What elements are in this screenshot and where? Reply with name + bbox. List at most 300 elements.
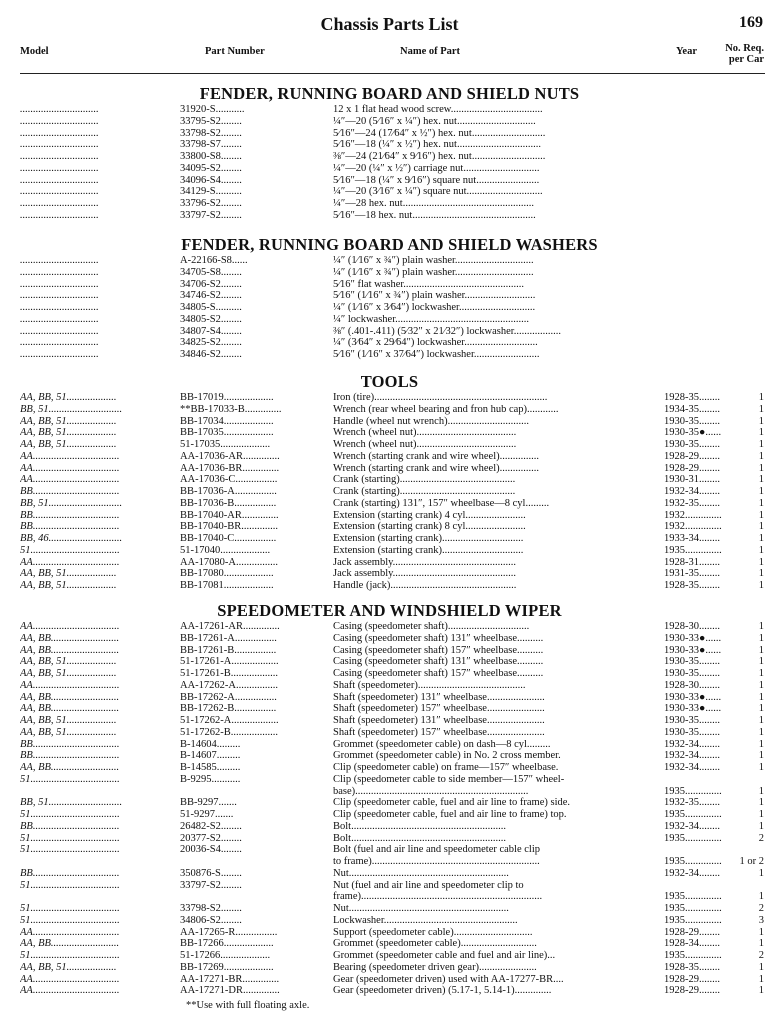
table-row <box>0 645 779 657</box>
cell-part: 33798-S2........ <box>180 127 242 139</box>
cell-qty: 1 <box>758 474 764 486</box>
table-row <box>0 797 779 809</box>
table-row <box>0 451 779 463</box>
cell-part: BB-17040-AR.............. <box>180 509 279 521</box>
cell-model: AA................................. <box>20 462 120 474</box>
cell-year: 1928-30........ <box>664 621 720 632</box>
cell-part: 20036-S4........ <box>180 844 242 856</box>
cell-year: 1930-35........ <box>664 726 720 738</box>
cell-qty: 1 <box>758 568 764 580</box>
table-row <box>0 903 779 915</box>
cell-part: AA-17036-C................ <box>180 474 278 486</box>
cell-name: ¼″—20 (5⁄16″ x ¼″) hex. nut.............................. <box>333 115 536 127</box>
cell-name: Handle (wheel nut wrench)............................... <box>333 415 529 427</box>
table-row <box>0 349 779 361</box>
table-row <box>0 844 779 856</box>
cell-name: Crank (starting) 131″, 157″ wheelbase—8 cyl......... <box>333 497 550 509</box>
table-row <box>0 809 779 821</box>
cell-qty: 1 <box>758 973 764 985</box>
table-row <box>0 580 779 592</box>
cell-model: AA, BB, 51................... <box>20 427 117 439</box>
cell-model: AA, BB, 51................... <box>20 715 117 726</box>
cell-qty: 1 <box>758 961 764 973</box>
cell-part: BB-17261-A................ <box>180 632 277 644</box>
cell-model: .............................. <box>20 127 99 139</box>
table-row <box>0 139 779 151</box>
table-row <box>0 404 779 416</box>
cell-model: AA, BB.......................... <box>20 762 120 773</box>
cell-name: Casing (speedometer shaft) 131″ wheelbase.......... <box>333 656 544 668</box>
cell-year: 1932.............. <box>664 509 722 521</box>
cell-year: 1930-35........ <box>664 439 720 450</box>
cell-name: Gear (speedometer driven) (5.17-1, 5.14-1).............. <box>333 985 552 997</box>
cell-model: 51.................................. <box>20 773 120 785</box>
cell-qty: 1 <box>758 621 764 632</box>
cell-name: Wrench (starting crank and wire wheel)............... <box>333 462 540 474</box>
cell-year: 1935.............. <box>664 950 722 961</box>
cell-part: 34096-S4........ <box>180 174 242 186</box>
cell-year: 1930-33●...... <box>664 644 722 656</box>
cell-qty: 1 <box>758 867 764 879</box>
cell-model: AA................................. <box>20 985 120 997</box>
cell-name: Shaft (speedometer) 131″ wheelbase...................... <box>333 715 545 726</box>
cell-name: Bearing (speedometer driven gear)...................... <box>333 961 537 973</box>
table-row <box>0 545 779 557</box>
table-row <box>0 927 779 939</box>
cell-model: .............................. <box>20 349 99 360</box>
cell-part: 34129-S.......... <box>180 186 242 198</box>
cell-qty: 1 <box>758 521 764 533</box>
cell-name: Grommet (speedometer cable and fuel and air line)... <box>333 950 556 961</box>
cell-model: 51.................................. <box>20 903 120 914</box>
table-row <box>0 210 779 222</box>
cell-year: 1928-29........ <box>664 926 720 938</box>
cell-name: Jack assembly............................................... <box>333 568 517 580</box>
table-row <box>0 128 779 140</box>
cell-name: Grommet (speedometer cable)............................. <box>333 938 537 950</box>
table-row <box>0 962 779 974</box>
cell-qty: 1 <box>758 738 764 750</box>
table-row <box>0 486 779 498</box>
cell-model: AA................................. <box>20 621 120 632</box>
table-row <box>0 915 779 927</box>
cell-qty: 1 <box>758 703 764 715</box>
cell-qty: 1 <box>758 726 764 738</box>
cell-name: Extension (starting crank)............................... <box>333 533 524 544</box>
cell-model: BB, 51............................ <box>20 797 123 809</box>
cell-part: 33797-S2........ <box>180 879 242 891</box>
cell-name: Iron (tire).................................................................. <box>333 392 548 403</box>
cell-qty: 1 <box>758 509 764 521</box>
cell-model: BB................................. <box>20 820 120 832</box>
cell-model: .............................. <box>20 325 99 337</box>
cell-year: 1930-35........ <box>664 656 720 668</box>
table-row <box>0 427 779 439</box>
column-header-model: Model <box>20 46 49 57</box>
cell-part: AA-17036-BR.............. <box>180 462 280 474</box>
cell-year: 1931-35........ <box>664 568 720 580</box>
section-title: SPEEDOMETER AND WINDSHIELD WIPER <box>217 601 562 620</box>
cell-model: AA, BB, 51................... <box>20 568 117 580</box>
cell-part: BB-17261-B................ <box>180 644 277 656</box>
cell-qty: 1 <box>758 403 764 415</box>
column-header-part-number: Part Number <box>205 46 265 57</box>
footnote: **Use with full floating axle. <box>186 1000 310 1011</box>
cell-name: to frame)................................................................ <box>333 856 540 867</box>
cell-year: 1928-35........ <box>664 961 720 973</box>
cell-part: AA-17271-BR.............. <box>180 973 280 985</box>
cell-part: 33795-S2........ <box>180 115 242 127</box>
cell-part: 34706-S2........ <box>180 278 242 290</box>
cell-name: 5⁄16″—18 (¼″ x 9⁄16″) square nut........................ <box>333 174 540 186</box>
cell-qty: 1 <box>758 750 764 762</box>
cell-year: 1930-35........ <box>664 668 720 679</box>
cell-year: 1928-35........ <box>664 580 720 591</box>
cell-model: 51.................................. <box>20 809 120 820</box>
cell-model: AA................................. <box>20 926 120 938</box>
cell-part: BB-17035................... <box>180 427 274 439</box>
section-title: TOOLS <box>360 372 419 391</box>
cell-name: ¼″ (1⁄16″ x ¾″) plain washer.............................. <box>333 255 534 266</box>
cell-qty: 1 <box>758 439 764 450</box>
cell-name: Clip (speedometer cable, fuel and air line to frame) top. <box>333 809 567 820</box>
cell-model: .............................. <box>20 278 99 290</box>
cell-name: Casing (speedometer shaft) 157″ wheelbase.......... <box>333 668 544 679</box>
cell-name: Nut............................................................. <box>333 903 509 914</box>
cell-part: AA-17261-AR.............. <box>180 621 280 632</box>
cell-name: ¼″—28 hex. nut.................................................. <box>333 198 534 209</box>
cell-part: BB-17036-A................ <box>180 486 277 497</box>
cell-part: 20377-S2........ <box>180 832 242 844</box>
cell-part: 350876-S........ <box>180 867 242 879</box>
cell-name: ¼″ (1⁄16″ x ¾″) plain washer.............................. <box>333 266 534 278</box>
cell-name: ¼″—20 (¼″ x ½″) carriage nut............................. <box>333 162 540 174</box>
cell-model: .............................. <box>20 266 99 278</box>
cell-qty: 1 <box>758 891 764 903</box>
cell-name: 5⁄16″ flat washer.............................................. <box>333 278 525 290</box>
table-row <box>0 656 779 668</box>
cell-year: 1932-34........ <box>664 750 720 762</box>
cell-qty: 1 <box>758 679 764 691</box>
cell-name: Casing (speedometer shaft) 157″ wheelbase.......... <box>333 644 544 656</box>
cell-name: Wrench (wheel nut)...................................... <box>333 439 517 450</box>
cell-year: 1930-33●...... <box>664 691 722 703</box>
cell-name: Support (speedometer cable).............................. <box>333 926 533 938</box>
cell-year: 1932-34........ <box>664 486 720 497</box>
cell-qty: 1 <box>758 691 764 703</box>
cell-part: 33797-S2........ <box>180 209 242 221</box>
cell-qty: 1 <box>758 656 764 668</box>
table-row <box>0 985 779 997</box>
cell-qty: 1 <box>758 415 764 427</box>
cell-name: Casing (speedometer shaft)............................... <box>333 621 530 632</box>
cell-part: 51-17040................... <box>180 544 271 556</box>
cell-name: 12 x 1 flat head wood screw................................... <box>333 104 543 115</box>
cell-model: AA, BB, 51................... <box>20 392 117 403</box>
table-row <box>0 186 779 198</box>
table-row <box>0 279 779 291</box>
cell-model: .............................. <box>20 139 99 151</box>
cell-model: .............................. <box>20 115 99 127</box>
cell-part: 33798-S7........ <box>180 139 242 151</box>
cell-model: .............................. <box>20 255 99 266</box>
cell-part: 34095-S2........ <box>180 162 242 174</box>
cell-model: 51.................................. <box>20 950 120 961</box>
cell-name: Shaft (speedometer)......................................... <box>333 679 526 691</box>
cell-name: Bolt........................................................... <box>333 832 506 844</box>
cell-part: 51-17035................... <box>180 439 271 450</box>
cell-model: .............................. <box>20 302 99 313</box>
cell-year: 1930-33●...... <box>664 703 722 715</box>
cell-name: Handle (jack)................................................ <box>333 580 517 591</box>
cell-part: BB-17080................... <box>180 568 274 580</box>
section-title: FENDER, RUNNING BOARD AND SHIELD NUTS <box>199 84 580 103</box>
cell-qty: 1 <box>758 809 764 820</box>
table-row <box>0 116 779 128</box>
cell-year: 1932-34........ <box>664 867 720 879</box>
cell-name: Extension (starting crank) 4 cyl....................... <box>333 509 526 521</box>
cell-year: 1928-35........ <box>664 392 720 403</box>
table-row <box>0 337 779 349</box>
cell-model: BB................................. <box>20 486 120 497</box>
cell-model: BB................................. <box>20 867 120 879</box>
cell-part: 51-17266................... <box>180 950 271 961</box>
cell-name: Casing (speedometer shaft) 131″ wheelbase.......... <box>333 632 544 644</box>
cell-qty: 1 <box>758 938 764 950</box>
table-row <box>0 786 779 798</box>
cell-name: Lockwasher................................................... <box>333 914 518 926</box>
cell-part: **BB-17033-B.............. <box>180 403 282 415</box>
cell-model: AA, BB, 51................... <box>20 726 117 738</box>
cell-qty: 2 <box>758 903 764 914</box>
cell-year: 1935.............. <box>664 785 722 797</box>
cell-name: Wrench (wheel nut)...................................... <box>333 427 517 439</box>
cell-model: .............................. <box>20 209 99 221</box>
cell-qty: 1 <box>758 820 764 832</box>
table-row <box>0 727 779 739</box>
cell-part: 51-17261-A.................. <box>180 656 279 668</box>
cell-name: 5⁄16″—18 hex. nut............................................... <box>333 209 536 221</box>
cell-part: BB-17266................... <box>180 938 274 950</box>
cell-model: AA, BB, 51................... <box>20 580 117 591</box>
cell-part: 34705-S8........ <box>180 266 242 278</box>
cell-year: 1930-33●...... <box>664 632 722 644</box>
table-row <box>0 692 779 704</box>
table-row <box>0 821 779 833</box>
table-row <box>0 314 779 326</box>
header-rule <box>20 73 765 74</box>
cell-part: 34846-S2........ <box>180 349 242 360</box>
column-header-qty <box>720 43 764 65</box>
cell-year: 1933-34........ <box>664 533 720 544</box>
cell-qty: 1 <box>758 544 764 556</box>
cell-model: AA, BB, 51................... <box>20 439 117 450</box>
table-row <box>0 938 779 950</box>
cell-year: 1935.............. <box>664 856 722 867</box>
cell-part: AA-17271-DR.............. <box>180 985 280 997</box>
cell-qty: 1 <box>758 715 764 726</box>
cell-model: AA................................. <box>20 679 120 691</box>
table-row <box>0 974 779 986</box>
cell-part: AA-17080-A................ <box>180 556 278 568</box>
cell-model: .............................. <box>20 174 99 186</box>
table-row <box>0 198 779 210</box>
cell-name: Extension (starting crank)............................... <box>333 544 524 556</box>
cell-model: AA, BB.......................... <box>20 938 120 950</box>
cell-name: ⅜″ (.401-.411) (5⁄32″ x 21⁄32″) lockwasher.................. <box>333 325 561 337</box>
cell-name: Wrench (starting crank and wire wheel)............... <box>333 450 540 462</box>
cell-name: Crank (starting)............................................ <box>333 486 516 497</box>
cell-part: AA-17036-AR.............. <box>180 450 280 462</box>
table-row <box>0 151 779 163</box>
table-row <box>0 439 779 451</box>
cell-qty: 3 <box>758 914 764 926</box>
cell-qty: 1 <box>758 762 764 773</box>
cell-name: Gear (speedometer driven) used with AA-17277-BR.... <box>333 973 564 985</box>
cell-model: BB, 46............................ <box>20 533 123 544</box>
table-row <box>0 715 779 727</box>
cell-name: frame)..................................................................... <box>333 891 543 903</box>
cell-name: Jack assembly............................................... <box>333 556 517 568</box>
table-row <box>0 290 779 302</box>
cell-part: 31920-S........... <box>180 104 245 115</box>
cell-model: AA, BB.......................... <box>20 632 120 644</box>
table-row <box>0 498 779 510</box>
cell-part: 33800-S8........ <box>180 151 242 162</box>
cell-year: 1928-34........ <box>664 938 720 950</box>
cell-model: .............................. <box>20 162 99 174</box>
cell-name: ⅜″—24 (21⁄64″ x 9⁄16″) hex. nut............................ <box>333 151 546 162</box>
cell-model: AA, BB, 51................... <box>20 656 117 668</box>
table-row <box>0 621 779 633</box>
table-row <box>0 326 779 338</box>
table-row <box>0 668 779 680</box>
table-row <box>0 774 779 786</box>
table-row <box>0 703 779 715</box>
table-row <box>0 521 779 533</box>
cell-part: BB-17262-B................ <box>180 703 277 715</box>
table-row <box>0 163 779 175</box>
cell-year: 1932-34........ <box>664 762 720 773</box>
cell-name: Wrench (rear wheel bearing and fron hub cap)............ <box>333 403 559 415</box>
cell-name: Clip (speedometer cable to side member—157″ wheel- <box>333 773 565 785</box>
cell-part: B-14585......... <box>180 762 241 773</box>
cell-model: AA, BB.......................... <box>20 703 120 715</box>
cell-qty: 1 <box>758 497 764 509</box>
cell-model: BB................................. <box>20 750 120 762</box>
cell-model: 51.................................. <box>20 544 120 556</box>
cell-qty: 1 <box>758 926 764 938</box>
cell-name: 5⁄16″ (1⁄16″ x ¾″) plain washer........................... <box>333 290 536 302</box>
cell-model: AA, BB.......................... <box>20 691 120 703</box>
cell-qty: 1 <box>758 556 764 568</box>
cell-year: 1928-29........ <box>664 450 720 462</box>
cell-part: B-14604......... <box>180 738 241 750</box>
cell-model: 51.................................. <box>20 844 120 856</box>
table-row <box>0 392 779 404</box>
cell-name: ¼″—20 (3⁄16″ x ¼″) square nut............................. <box>333 186 543 198</box>
cell-name: Bolt........................................................... <box>333 820 506 832</box>
table-row <box>0 891 779 903</box>
cell-name: 5⁄16″—24 (17⁄64″ x ½″) hex. nut............................ <box>333 127 546 139</box>
cell-model: .............................. <box>20 337 99 349</box>
table-row <box>0 833 779 845</box>
cell-part: AA-17262-A................ <box>180 679 278 691</box>
cell-name: Nut............................................................. <box>333 867 509 879</box>
cell-year: 1935.............. <box>664 903 722 914</box>
cell-model: .............................. <box>20 151 99 162</box>
cell-name: 5⁄16″ (1⁄16″ x 37⁄64″) lockwasher......................... <box>333 349 540 360</box>
cell-qty: 1 <box>758 450 764 462</box>
column-header-name-of-part: Name of Part <box>400 46 461 57</box>
cell-qty: 1 <box>758 644 764 656</box>
cell-year: 1935.............. <box>664 809 722 820</box>
cell-model: BB, 51............................ <box>20 403 123 415</box>
cell-qty: 1 <box>758 785 764 797</box>
table-row <box>0 856 779 868</box>
cell-model: .............................. <box>20 290 99 302</box>
cell-model: .............................. <box>20 104 99 115</box>
column-header-qty-line1: No. Req. <box>725 43 764 54</box>
cell-name: ¼″ (1⁄16″ x 3⁄64″) lockwasher............................. <box>333 302 536 313</box>
cell-name: Clip (speedometer cable) on frame—157″ wheelbase. <box>333 762 559 773</box>
cell-part: 26482-S2........ <box>180 820 242 832</box>
cell-model: AA................................. <box>20 973 120 985</box>
cell-qty: 1 <box>758 797 764 809</box>
section-title: FENDER, RUNNING BOARD AND SHIELD WASHERS <box>181 235 598 254</box>
cell-part: BB-17034................... <box>180 415 274 427</box>
cell-year: 1935.............. <box>664 544 722 556</box>
cell-model: .............................. <box>20 313 99 325</box>
cell-year: 1932.............. <box>664 521 722 533</box>
cell-model: .............................. <box>20 186 99 198</box>
cell-part: 33796-S2........ <box>180 198 242 209</box>
table-row <box>0 104 779 116</box>
cell-qty: 1 <box>758 486 764 497</box>
cell-part: 34806-S2........ <box>180 914 242 926</box>
table-row <box>0 175 779 187</box>
table-row <box>0 880 779 892</box>
cell-qty: 1 <box>758 462 764 474</box>
cell-year: 1932-34........ <box>664 738 720 750</box>
cell-model: 51.................................. <box>20 879 120 891</box>
cell-part: BB-17269................... <box>180 961 274 973</box>
column-header-qty-line2: per Car <box>728 54 764 65</box>
cell-part: BB-17036-B................ <box>180 497 277 509</box>
cell-year: 1935.............. <box>664 914 722 926</box>
cell-name: ¼″ lockwasher................................................... <box>333 313 529 325</box>
cell-model: AA................................. <box>20 450 120 462</box>
cell-qty: 1 <box>758 985 764 997</box>
cell-year: 1935.............. <box>664 832 722 844</box>
cell-year: 1935.............. <box>664 891 722 903</box>
cell-year: 1930-35........ <box>664 415 720 427</box>
cell-model: AA, BB, 51................... <box>20 668 117 679</box>
cell-year: 1930-35........ <box>664 715 720 726</box>
cell-qty: 1 <box>758 427 764 439</box>
cell-name: Clip (speedometer cable, fuel and air line to frame) side. <box>333 797 571 809</box>
table-row <box>0 255 779 267</box>
cell-qty: 1 or 2 <box>739 856 764 867</box>
cell-name: Crank (starting)............................................ <box>333 474 516 486</box>
cell-year: 1932-34........ <box>664 820 720 832</box>
cell-year: 1930-35●...... <box>664 427 722 439</box>
table-row <box>0 762 779 774</box>
cell-name: base).................................................................. <box>333 785 529 797</box>
cell-model: BB................................. <box>20 509 120 521</box>
cell-part: 51-17262-A.................. <box>180 715 279 726</box>
cell-part: 34746-S2........ <box>180 290 242 302</box>
